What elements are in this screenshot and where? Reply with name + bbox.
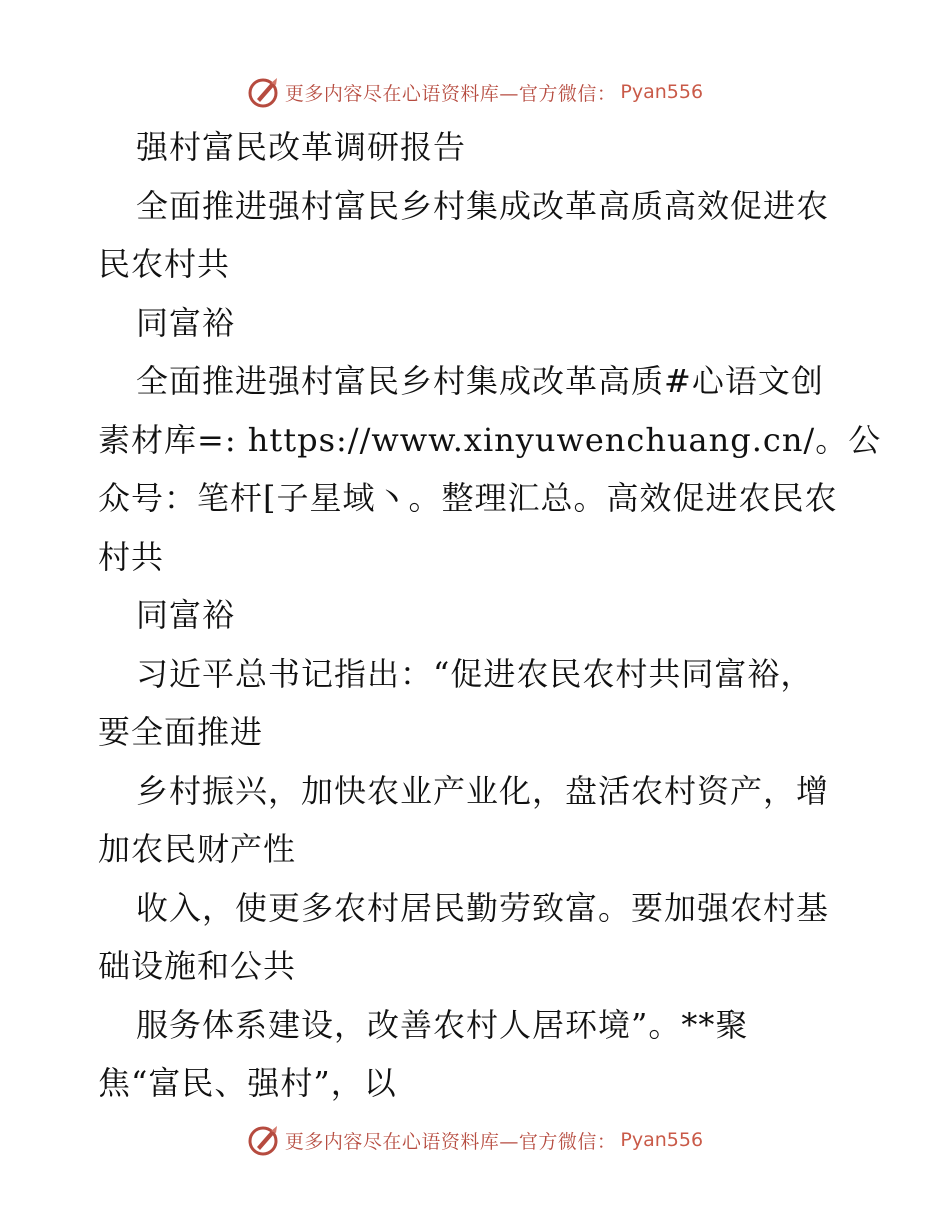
paragraph-line: 服务体系建设，改善农村人居环境”。**聚 xyxy=(136,1005,749,1044)
footer-banner xyxy=(0,1120,950,1160)
paragraph-line: 加农民财产性 xyxy=(98,830,297,868)
document-body xyxy=(98,118,882,1113)
header-banner xyxy=(0,72,950,112)
footer-banner-text: 更多内容尽在心语资料库—官方微信： xyxy=(284,1130,617,1153)
quill-logo-icon xyxy=(247,1123,281,1157)
paragraph-line: 习近平总书记指出：“促进农民农村共同富裕， xyxy=(136,654,814,693)
paragraph-line: 村共 xyxy=(98,537,165,576)
paragraph-line: 民农村共 xyxy=(98,245,231,283)
paragraph-line: 素材库=: https://www.xinyuwenchuang.cn/。公 xyxy=(98,420,882,459)
paragraph-line: 全面推进强村富民乡村集成改革高质#心语文创 xyxy=(136,362,824,400)
header-wechat-id: Pyan556 xyxy=(620,81,704,103)
paragraph-line: 焦“富民、强村”，以 xyxy=(98,1064,397,1102)
paragraph-line: 收入，使更多农村居民勤劳致富。要加强农村基 xyxy=(136,888,830,927)
header-banner-text: 更多内容尽在心语资料库—官方微信： xyxy=(284,82,617,105)
paragraph-line: 全面推进强村富民乡村集成改革高质高效促进农 xyxy=(136,186,830,225)
paragraph-line: 础设施和公共 xyxy=(98,947,297,985)
paragraph-line: 众号：笔杆[子星域丶。整理汇总。高效促进农民农 xyxy=(98,479,838,517)
paragraph-line: 乡村振兴，加快农业产业化，盘活农村资产，增 xyxy=(136,771,830,810)
paragraph-line: 同富裕 xyxy=(136,596,236,634)
footer-wechat-id: Pyan556 xyxy=(620,1129,704,1151)
paragraph-line: 要全面推进 xyxy=(98,713,264,751)
paragraph-line: 同富裕 xyxy=(136,303,236,342)
quill-logo-icon xyxy=(247,75,281,109)
doc-title: 强村富民改革调研报告 xyxy=(136,128,467,166)
